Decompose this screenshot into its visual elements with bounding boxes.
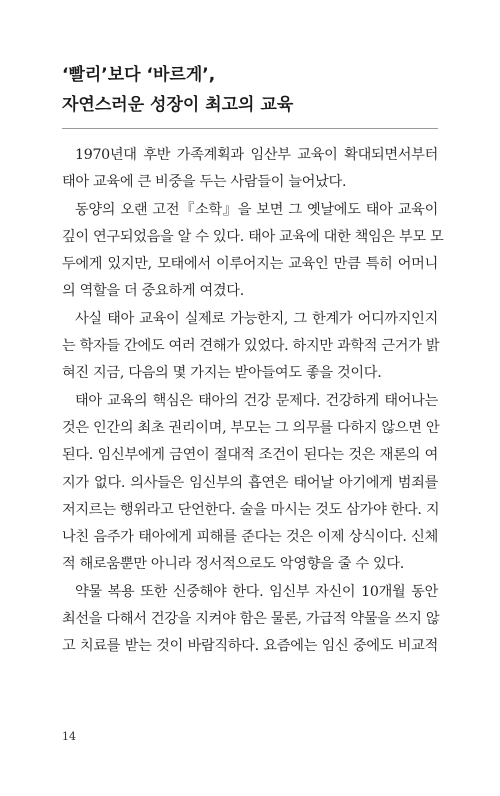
paragraph-line: 1970년대 후반 가족계획과 임산부 교육이 확대되면서부터: [75, 147, 438, 163]
paragraph-line: 태아 교육의 핵심은 태아의 건강 문제다. 건강하게 태어나는: [75, 392, 438, 409]
paragraph-line: 약물 복용 또한 신중해야 한다. 임신부 자신이 10개월 동안: [75, 583, 438, 600]
paragraph-line: 나친 음주가 태아에게 피해를 준다는 것은 이제 상식이다. 신체: [62, 529, 438, 546]
paragraph-line: 된다. 임신부에게 금연이 절대적 조건이 된다는 것은 재론의 여: [62, 447, 438, 464]
paragraph-line: 고 치료를 받는 것이 바람직하다. 요즘에는 임신 중에도 비교적: [62, 638, 438, 655]
paragraph-line: 는 학자들 간에도 여러 견해가 있었다. 하지만 과학적 근거가 밝: [62, 338, 440, 355]
heading-divider: [62, 128, 438, 129]
paragraph-line: 사실 태아 교육이 실제로 가능한지, 그 한계가 어디까지인지: [75, 310, 438, 327]
page-number: 14: [62, 730, 76, 743]
paragraph-line: 의 역할을 더 중요하게 여겼다.: [62, 283, 244, 300]
paragraph-line: 깊이 연구되었음을 알 수 있다. 태아 교육에 대한 책임은 부모 모: [62, 228, 444, 245]
body-text: [62, 142, 444, 661]
paragraph-line: 동양의 오랜 고전『소학』을 보면 그 옛날에도 태아 교육이: [75, 201, 438, 218]
paragraph-line: 것은 인간의 최초 권리이며, 부모는 그 의무를 다하지 않으면 안: [62, 419, 440, 436]
section-heading: [62, 60, 442, 120]
paragraph-line: 적 해로움뿐만 아니라 정서적으로도 악영향을 줄 수 있다.: [62, 556, 404, 573]
paragraph-line: 최선을 다해서 건강을 지켜야 함은 물론, 가급적 약물을 쓰지 않: [62, 611, 440, 628]
paragraph-line: 지가 없다. 의사들은 임신부의 흡연은 태어날 아기에게 범죄를: [62, 474, 438, 491]
heading-line-2: 자연스러운 성장이 최고의 교육: [62, 95, 294, 115]
heading-line-1: ‘빨리’보다 ‘바르게’,: [62, 65, 216, 85]
paragraph-line: 혀진 지금, 다음의 몇 가지는 받아들여도 좋을 것이다.: [62, 365, 382, 382]
paragraph-line: 두에게 있지만, 모태에서 이루어지는 교육인 만큼 특히 어머니: [62, 256, 438, 273]
paragraph-line: 저지르는 행위라고 단언한다. 술을 마시는 것도 삼가야 한다. 지: [62, 501, 440, 518]
paragraph-line: 태아 교육에 큰 비중을 두는 사람들이 늘어났다.: [62, 174, 347, 191]
